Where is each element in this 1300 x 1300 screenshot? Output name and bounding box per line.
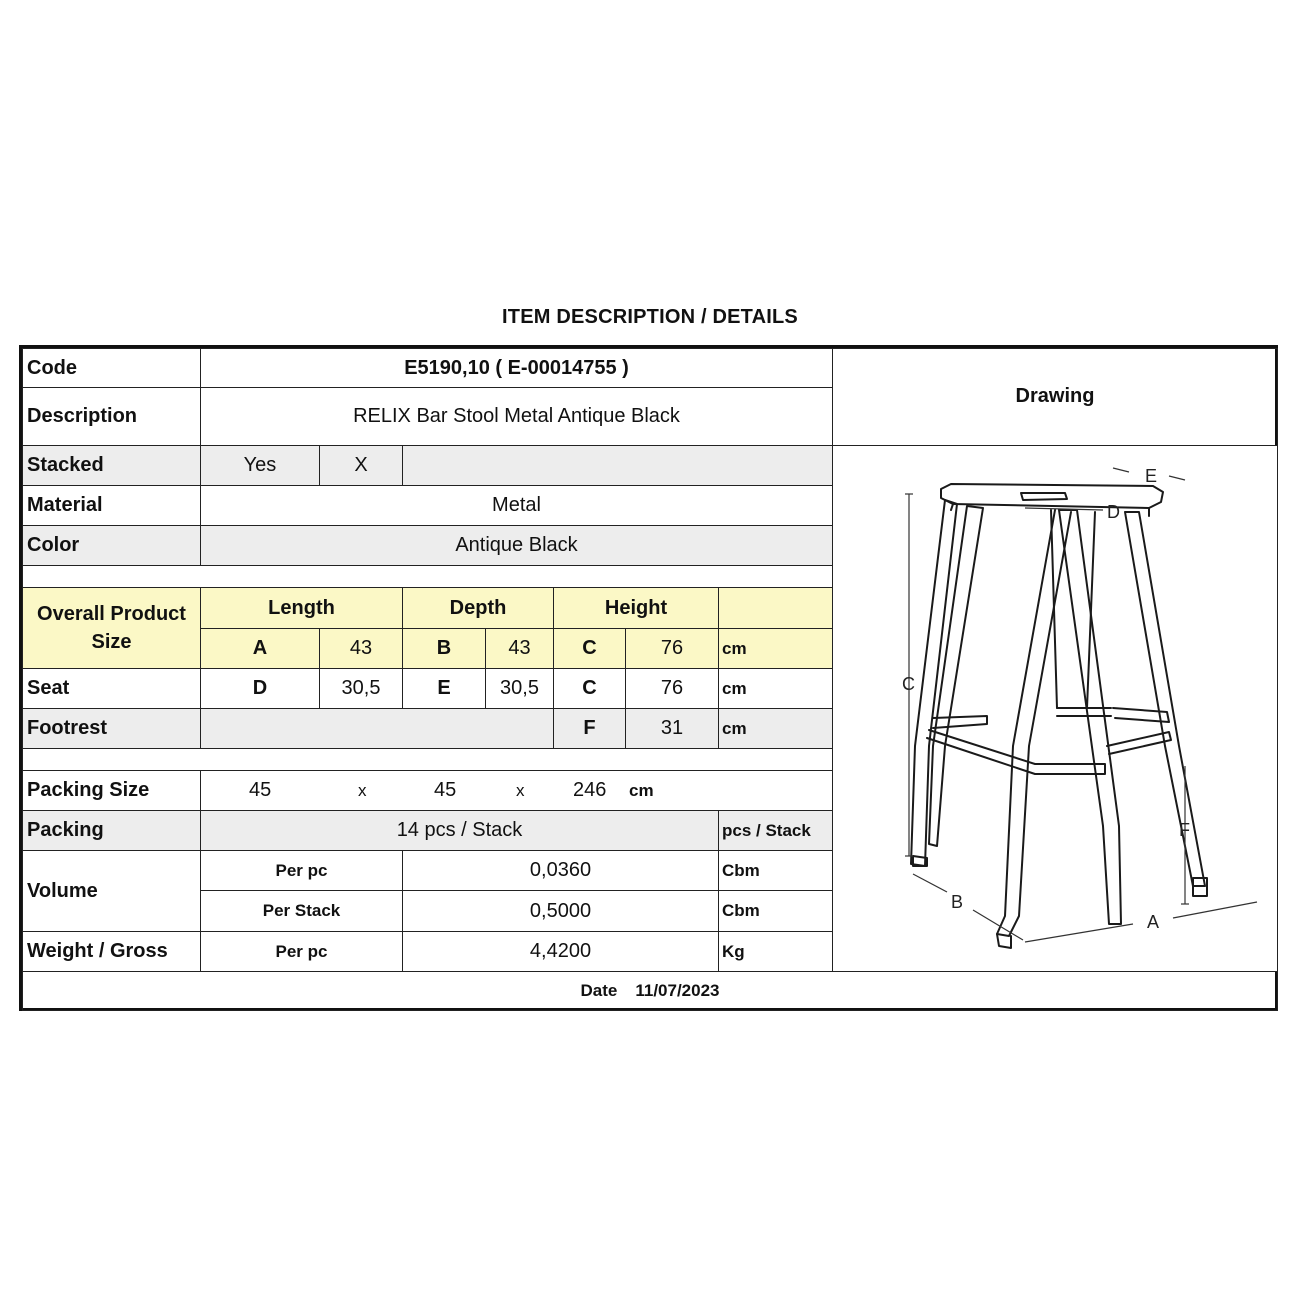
- spacer-row-2: [22, 748, 833, 771]
- dim-b-label: B: [402, 628, 486, 669]
- footrest-unit: cm: [718, 708, 833, 749]
- bar-stool-drawing: [833, 446, 1277, 971]
- overall-header-empty: [718, 587, 833, 629]
- date-row: [22, 971, 1278, 1011]
- depth-header: Depth: [402, 587, 554, 629]
- drawing-label-c: C: [902, 674, 915, 694]
- seat-label: Seat: [22, 668, 201, 709]
- weight-unit: Kg: [718, 931, 833, 972]
- packing-size-x2: x: [516, 780, 525, 800]
- volume-per-stack-unit: Cbm: [718, 890, 833, 932]
- stacked-empty: [402, 445, 833, 486]
- material-label: Material: [22, 485, 201, 526]
- packing-size-unit: cm: [629, 780, 654, 800]
- volume-per-stack-label: Per Stack: [200, 890, 403, 932]
- weight-per-pc-label: Per pc: [200, 931, 403, 972]
- length-header: Length: [200, 587, 403, 629]
- drawing-area: [832, 445, 1278, 972]
- overall-size-label-line1: Overall Product: [37, 603, 186, 625]
- dim-c-label: C: [553, 628, 626, 669]
- footrest-label: Footrest: [22, 708, 201, 749]
- code-label: Code: [22, 348, 201, 388]
- spacer-row: [22, 565, 833, 588]
- dim-c-value: 76: [625, 628, 719, 669]
- drawing-header: Drawing: [832, 348, 1278, 446]
- seat-handle: [1021, 493, 1067, 500]
- seat-d-label: D: [200, 668, 320, 709]
- footrest-rail-right2: [1107, 732, 1171, 754]
- stacked-yes: Yes: [200, 445, 320, 486]
- packing-size-x1: x: [358, 780, 367, 800]
- dim-a-value: 43: [319, 628, 403, 669]
- drawing-label-b: B: [951, 892, 964, 912]
- packing-size-width: 45: [249, 779, 272, 801]
- seat-unit: cm: [718, 668, 833, 709]
- seat-d-value: 30,5: [319, 668, 403, 709]
- footrest-f-label: F: [553, 708, 626, 749]
- seat-top: [941, 484, 1163, 508]
- packing-unit: pcs / Stack: [718, 810, 833, 851]
- seat-c-value: 76: [625, 668, 719, 709]
- overall-unit: cm: [718, 628, 833, 669]
- volume-per-pc-label: Per pc: [200, 850, 403, 891]
- footrest-rail-left: [933, 716, 987, 728]
- dim-a-line-a: [1025, 924, 1133, 942]
- footrest-rail-front: [927, 730, 1105, 774]
- page-title: ITEM DESCRIPTION / DETAILS: [502, 306, 798, 328]
- weight-label: Weight / Gross: [22, 931, 201, 972]
- volume-per-pc-unit: Cbm: [718, 850, 833, 891]
- volume-label: Volume: [22, 850, 201, 932]
- packing-size-depth: 45: [434, 779, 457, 801]
- leg-front-left: [911, 500, 957, 866]
- volume-per-stack-value: 0,5000: [402, 890, 719, 932]
- height-header: Height: [553, 587, 719, 629]
- drawing-label-d: D: [1107, 502, 1120, 522]
- dim-e-line-a: [1113, 468, 1129, 472]
- weight-value: 4,4200: [402, 931, 719, 972]
- volume-per-pc-value: 0,0360: [402, 850, 719, 891]
- material-value: Metal: [200, 485, 833, 526]
- packing-label: Packing: [22, 810, 201, 851]
- drawing-label-e: E: [1145, 466, 1158, 486]
- dim-a-label: A: [200, 628, 320, 669]
- packing-size-label: Packing Size: [22, 770, 201, 811]
- overall-size-label-line2: Size: [91, 631, 132, 653]
- description-label: Description: [22, 387, 201, 446]
- packing-size-values: [200, 770, 833, 811]
- seat-c-label: C: [553, 668, 626, 709]
- footrest-f-value: 31: [625, 708, 719, 749]
- seat-e-value: 30,5: [485, 668, 554, 709]
- stacked-label: Stacked: [22, 445, 201, 486]
- packing-value: 14 pcs / Stack: [200, 810, 719, 851]
- drawing-label-f: F: [1179, 820, 1190, 840]
- stacked-mark: X: [319, 445, 403, 486]
- dim-b-line-a: [913, 874, 947, 892]
- code-value: E5190,10 ( E-00014755 ): [200, 348, 833, 388]
- description-value: RELIX Bar Stool Metal Antique Black: [200, 387, 833, 446]
- seat-e-label: E: [402, 668, 486, 709]
- color-value: Antique Black: [200, 525, 833, 566]
- color-label: Color: [22, 525, 201, 566]
- item-details-sheet: [19, 345, 1278, 1011]
- date-value: 11/07/2023: [635, 981, 720, 1000]
- packing-size-height: 246: [573, 779, 607, 801]
- overall-size-label: [22, 587, 201, 669]
- leg-back-right: [1125, 512, 1205, 886]
- date-label: Date: [580, 981, 618, 1000]
- footrest-empty: [200, 708, 554, 749]
- dim-b-value: 43: [485, 628, 554, 669]
- dim-e-line-b: [1169, 476, 1185, 480]
- drawing-label-a: A: [1147, 912, 1160, 932]
